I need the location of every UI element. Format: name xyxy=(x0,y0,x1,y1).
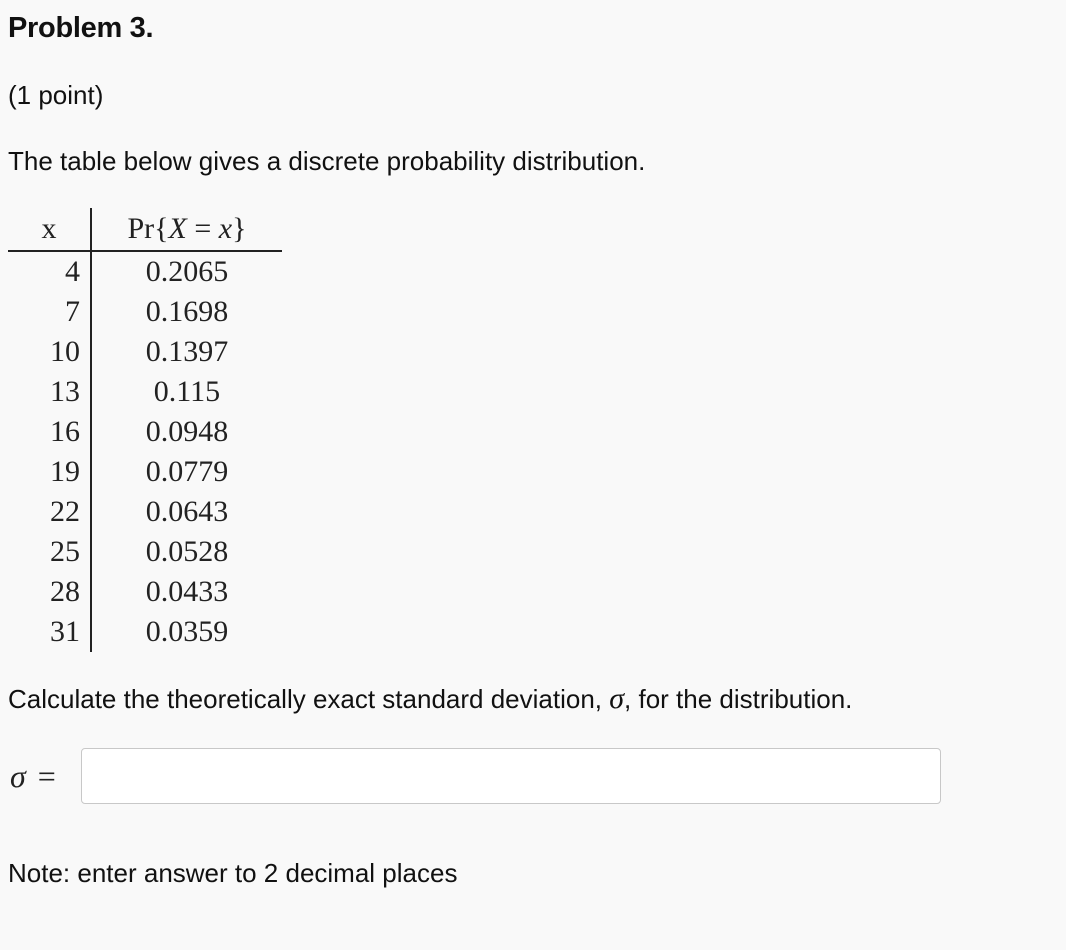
header-p-var: X xyxy=(168,212,187,245)
cell-x: 4 xyxy=(8,251,91,292)
table-row xyxy=(8,412,282,452)
table-row xyxy=(8,532,282,572)
cell-probability: 0.0948 xyxy=(145,415,229,448)
question-text-after: , for the distribution. xyxy=(624,684,853,714)
header-p-prefix: Pr{ xyxy=(127,212,169,245)
cell-x: 28 xyxy=(8,572,91,612)
answer-label xyxy=(10,758,56,795)
problem-title: Problem 3. xyxy=(8,12,154,44)
header-p-val: x xyxy=(218,212,233,245)
answer-label-eq: = xyxy=(37,758,56,794)
points-label: (1 point) xyxy=(8,80,104,110)
header-p-suffix: } xyxy=(232,212,247,245)
problem-intro: The table below gives a discrete probability distribution. xyxy=(8,146,646,176)
question-text-before: Calculate the theoretically exact standard deviation, xyxy=(8,684,610,714)
question-text xyxy=(8,682,852,716)
cell-probability: 0.2065 xyxy=(145,255,229,288)
table-row xyxy=(8,492,282,532)
note-text: Note: enter answer to 2 decimal places xyxy=(8,858,458,888)
cell-probability: 0.1698 xyxy=(145,295,229,328)
cell-probability: 0.0359 xyxy=(145,615,229,648)
table-row xyxy=(8,572,282,612)
table-header-row xyxy=(8,208,282,251)
cell-probability: 0.0779 xyxy=(145,455,229,488)
table-row xyxy=(8,332,282,372)
cell-x: 22 xyxy=(8,492,91,532)
distribution-table xyxy=(8,208,282,652)
table-row xyxy=(8,292,282,332)
table-row xyxy=(8,612,282,652)
header-x: x xyxy=(8,208,91,251)
table-row xyxy=(8,372,282,412)
cell-probability: 0.0643 xyxy=(145,495,229,528)
cell-x: 7 xyxy=(8,292,91,332)
sigma-symbol: σ xyxy=(609,682,625,715)
cell-x: 19 xyxy=(8,452,91,492)
header-probability xyxy=(91,208,282,251)
header-p-eq: = xyxy=(186,212,219,245)
cell-x: 31 xyxy=(8,612,91,652)
cell-x: 25 xyxy=(8,532,91,572)
table-row xyxy=(8,251,282,292)
cell-probability: 0.115 xyxy=(153,375,221,408)
cell-x: 10 xyxy=(8,332,91,372)
cell-probability: 0.1397 xyxy=(145,335,229,368)
answer-input[interactable] xyxy=(81,748,941,804)
cell-probability: 0.0528 xyxy=(145,535,229,568)
cell-probability: 0.0433 xyxy=(145,575,229,608)
cell-x: 16 xyxy=(8,412,91,452)
cell-x: 13 xyxy=(8,372,91,412)
answer-label-symbol: σ xyxy=(10,758,26,794)
table-row xyxy=(8,452,282,492)
